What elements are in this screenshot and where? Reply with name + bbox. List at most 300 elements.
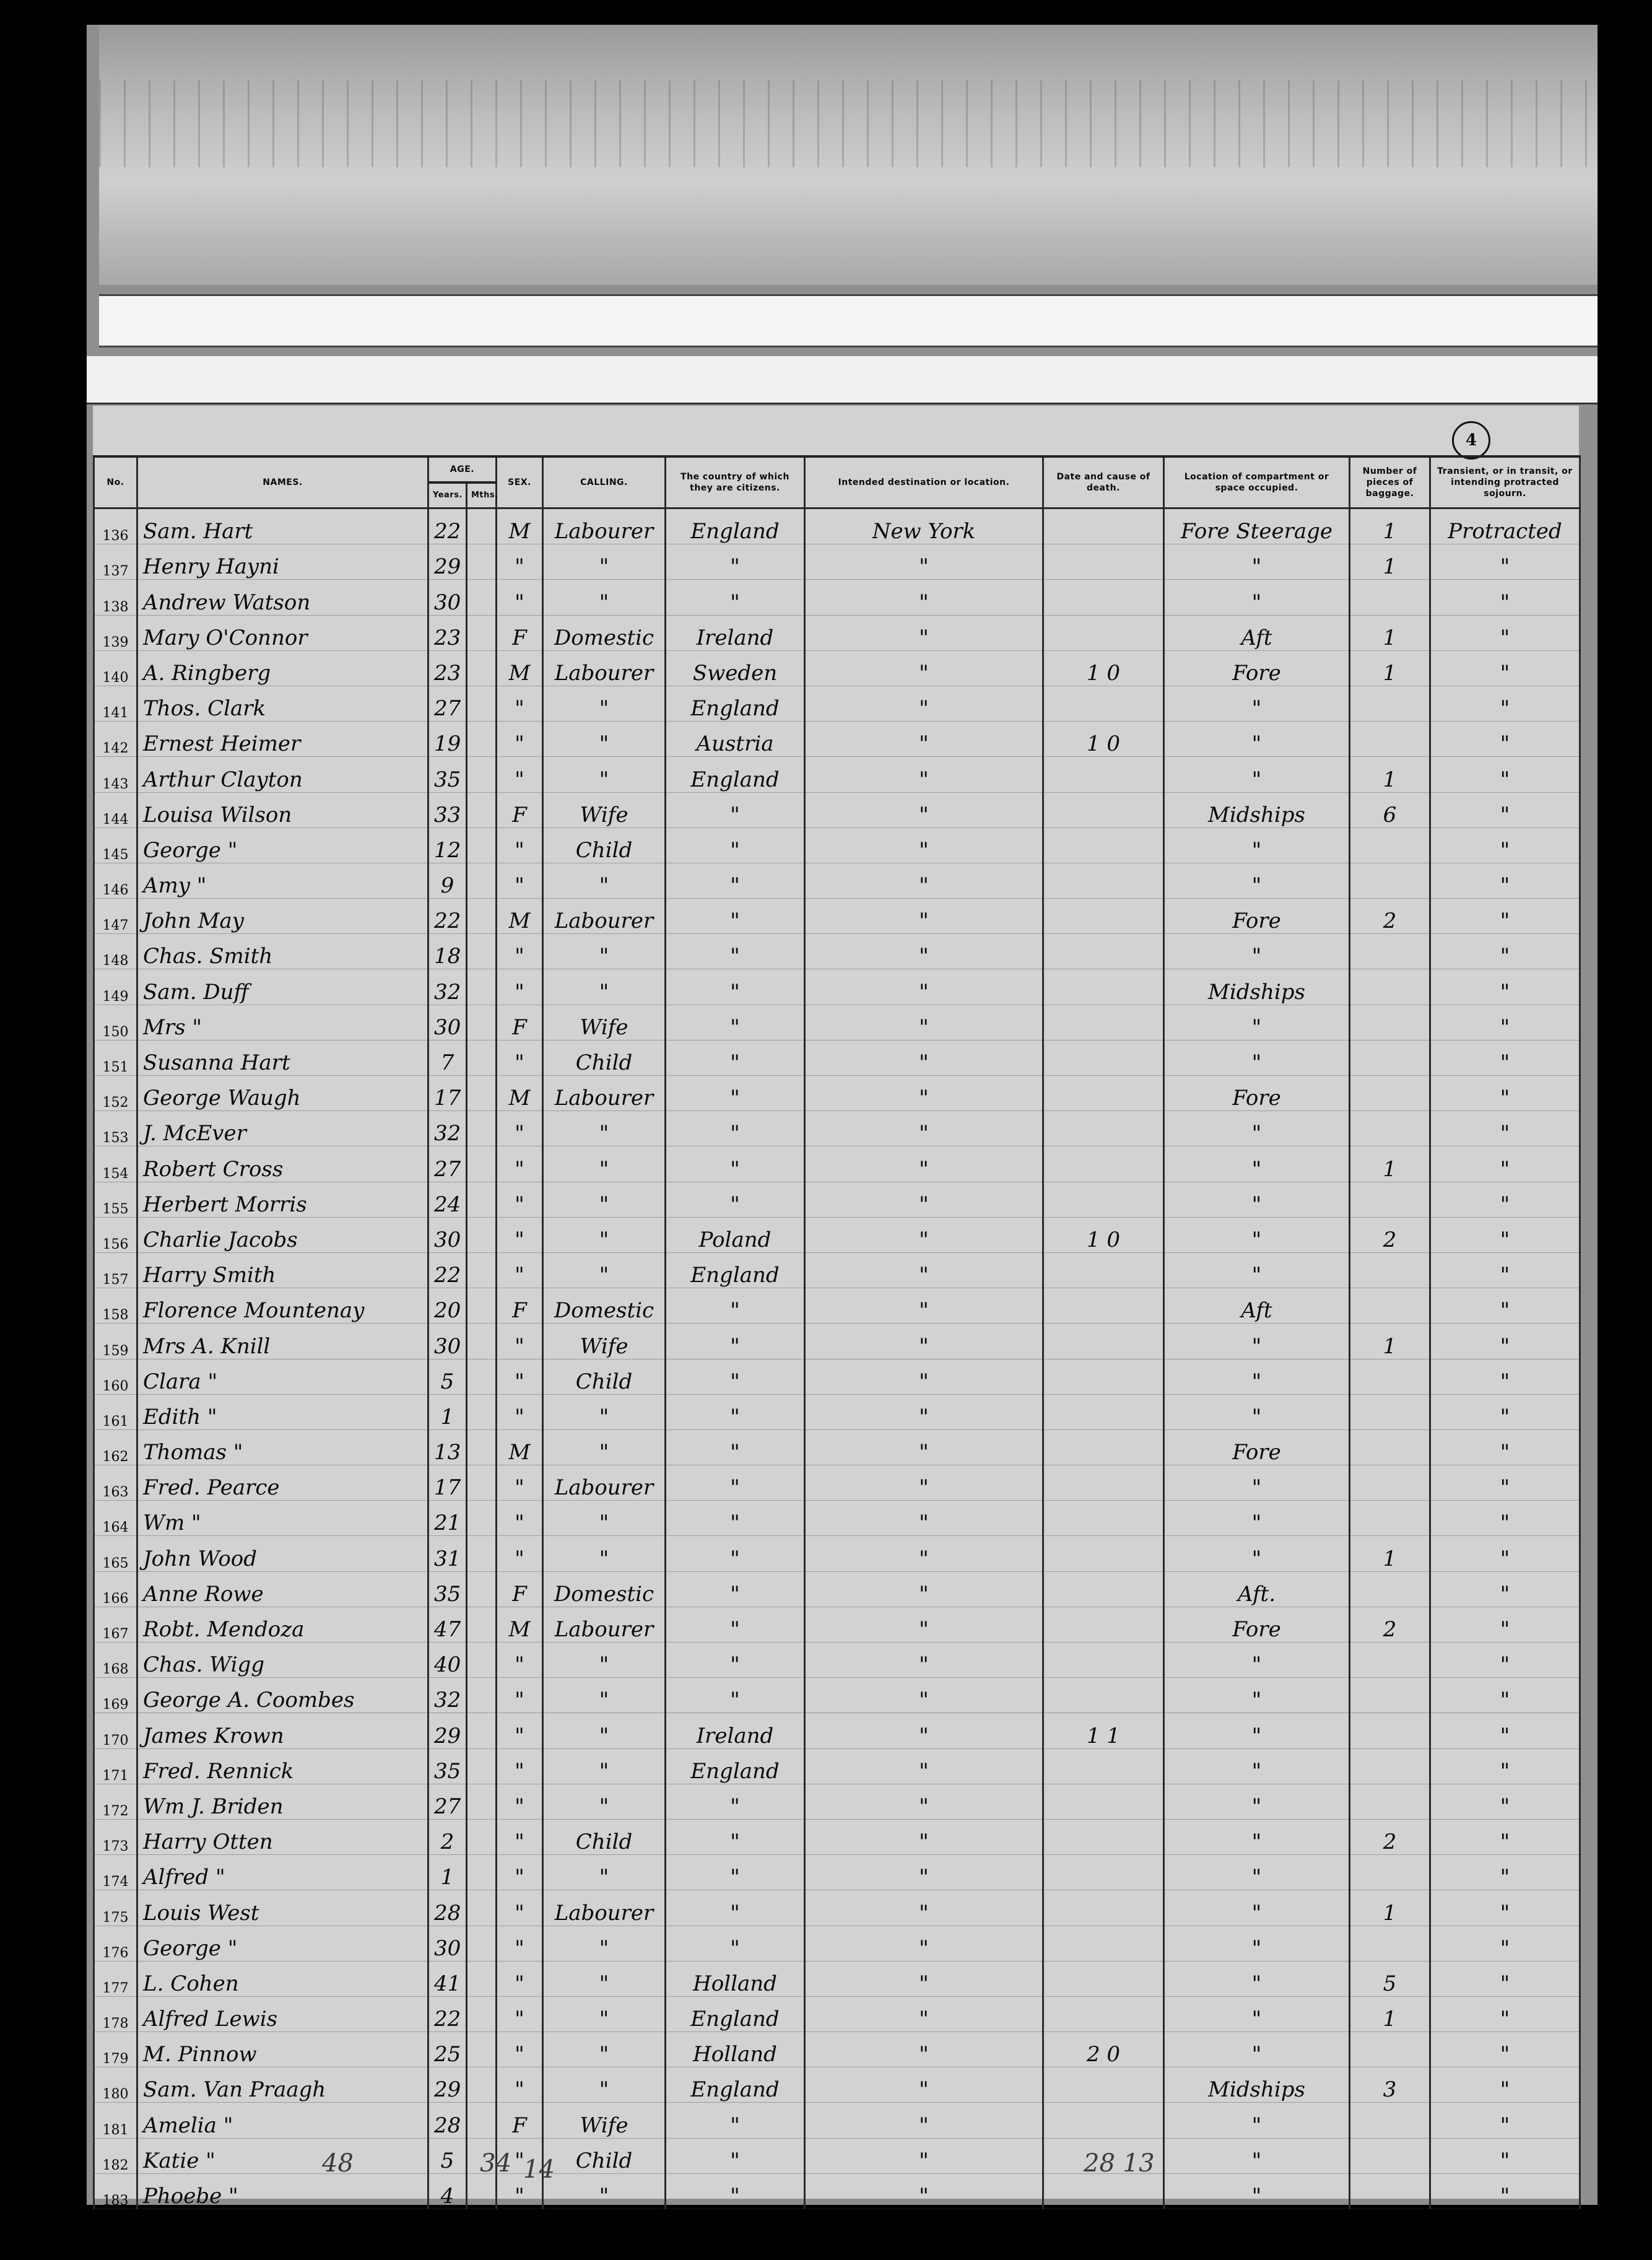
location-cell: " [1164,1643,1350,1678]
death-cell [1043,757,1164,792]
age-months-cell [467,1429,497,1465]
transit-cell: " [1430,1819,1580,1854]
passenger-name-cell: Mrs " [137,1005,428,1040]
passenger-name-cell: Florence Mountenay [137,1288,428,1324]
table-row [94,1748,1580,1784]
destination-cell: " [805,1926,1043,1961]
age-years-cell: 33 [428,792,467,827]
transit-cell: " [1430,1926,1580,1961]
country-cell: England [666,1748,805,1784]
destination-cell: " [805,1359,1043,1394]
destination-cell: " [805,2103,1043,2138]
age-years-cell: 13 [428,1429,467,1465]
baggage-cell: 1 [1350,757,1430,792]
age-months-cell [467,1536,497,1571]
calling-cell: Child [543,1040,666,1075]
destination-cell: " [805,1146,1043,1182]
calling-cell: " [543,1111,666,1146]
age-years-cell: 21 [428,1501,467,1536]
baggage-cell: 2 [1350,1607,1430,1642]
table-row [94,1784,1580,1819]
baggage-cell: 1 [1350,508,1430,544]
country-cell: " [666,969,805,1005]
age-years-cell: 27 [428,1146,467,1182]
age-years-cell: 30 [428,1926,467,1961]
table-row [94,1926,1580,1961]
row-number-cell: 180 [94,2067,137,2103]
transit-cell: " [1430,827,1580,863]
age-months-cell [467,1996,497,2031]
country-cell: Ireland [666,615,805,650]
header-location: Location of compartment or space occupied. [1164,456,1350,508]
row-number-cell: 149 [94,969,137,1005]
death-cell [1043,1252,1164,1288]
age-years-cell: 1 [428,1855,467,1890]
calling-cell: " [543,2067,666,2103]
calling-cell: " [543,757,666,792]
row-number-cell: 172 [94,1784,137,1819]
passenger-name-cell: Harry Otten [137,1819,428,1854]
calling-cell: " [543,1643,666,1678]
age-months-cell [467,1005,497,1040]
death-cell [1043,1324,1164,1359]
calling-cell: Labourer [543,650,666,686]
country-cell: " [666,1571,805,1607]
row-number-cell: 152 [94,1076,137,1111]
location-cell: Midships [1164,2067,1350,2103]
paper-strip [99,294,1598,347]
age-months-cell [467,827,497,863]
age-months-cell [467,1678,497,1713]
sex-cell: " [497,1996,543,2031]
passenger-name-cell: John May [137,899,428,934]
table-row [94,827,1580,863]
table-row [94,1429,1580,1465]
country-cell: England [666,757,805,792]
age-years-cell: 28 [428,2103,467,2138]
row-number-cell: 167 [94,1607,137,1642]
death-cell [1043,544,1164,580]
table-row [94,1607,1580,1642]
destination-cell: " [805,1076,1043,1111]
row-number-cell: 143 [94,757,137,792]
sex-cell: F [497,2103,543,2138]
age-years-cell: 19 [428,722,467,757]
passenger-name-cell: Anne Rowe [137,1571,428,1607]
transit-cell: " [1430,1005,1580,1040]
table-row [94,757,1580,792]
sex-cell: " [497,1040,543,1075]
passenger-name-cell: Alfred Lewis [137,1996,428,2031]
country-cell: " [666,1040,805,1075]
baggage-cell [1350,1571,1430,1607]
death-cell [1043,827,1164,863]
baggage-cell [1350,1252,1430,1288]
age-months-cell [467,899,497,934]
baggage-cell [1350,1926,1430,1961]
age-months-cell [467,1111,497,1146]
age-months-cell [467,792,497,827]
sex-cell: " [497,2138,543,2173]
destination-cell: " [805,686,1043,721]
row-number-cell: 141 [94,686,137,721]
country-cell: " [666,1076,805,1111]
destination-cell: " [805,2138,1043,2173]
death-cell [1043,2067,1164,2103]
transit-cell: Protracted [1430,508,1580,544]
death-cell [1043,1111,1164,1146]
row-number-cell: 161 [94,1394,137,1429]
destination-cell: " [805,1571,1043,1607]
destination-cell: " [805,722,1043,757]
destination-cell: " [805,899,1043,934]
location-cell: " [1164,1536,1350,1571]
age-years-cell: 2 [428,1819,467,1854]
age-years-cell: 35 [428,757,467,792]
sex-cell: " [497,969,543,1005]
country-cell: " [666,1501,805,1536]
death-cell [1043,969,1164,1005]
death-cell [1043,1288,1164,1324]
location-cell: " [1164,1819,1350,1854]
transit-cell: " [1430,1713,1580,1748]
calling-cell: " [543,1713,666,1748]
country-cell: " [666,1146,805,1182]
baggage-cell [1350,2103,1430,2138]
transit-cell: " [1430,580,1580,615]
transit-cell: " [1430,2138,1580,2173]
death-cell: 1 1 [1043,1713,1164,1748]
age-years-cell: 24 [428,1182,467,1217]
transit-cell: " [1430,1111,1580,1146]
country-cell: Sweden [666,650,805,686]
table-row [94,1324,1580,1359]
death-cell [1043,1040,1164,1075]
baggage-cell: 6 [1350,792,1430,827]
row-number-cell: 165 [94,1536,137,1571]
location-cell: " [1164,1217,1350,1252]
sex-cell: F [497,615,543,650]
calling-cell: " [543,1252,666,1288]
passenger-name-cell: A. Ringberg [137,650,428,686]
location-cell: " [1164,1146,1350,1182]
baggage-cell [1350,1465,1430,1501]
table-row [94,1961,1580,1996]
sex-cell: M [497,1429,543,1465]
transit-cell: " [1430,899,1580,934]
passenger-name-cell: Amelia " [137,2103,428,2138]
age-years-cell: 5 [428,1359,467,1394]
location-cell: Fore [1164,650,1350,686]
location-cell: " [1164,1926,1350,1961]
destination-cell: " [805,1040,1043,1075]
age-years-cell: 12 [428,827,467,863]
location-cell: " [1164,1961,1350,1996]
country-cell: " [666,934,805,969]
age-months-cell [467,544,497,580]
table-row [94,1394,1580,1429]
death-cell [1043,792,1164,827]
row-number-cell: 173 [94,1819,137,1854]
age-years-cell: 32 [428,969,467,1005]
passenger-name-cell: M. Pinnow [137,2032,428,2067]
transit-cell: " [1430,1996,1580,2031]
age-months-cell [467,1394,497,1429]
age-years-cell: 17 [428,1465,467,1501]
age-months-cell [467,650,497,686]
location-cell: " [1164,1040,1350,1075]
passenger-name-cell: George " [137,1926,428,1961]
destination-cell: " [805,2032,1043,2067]
baggage-cell [1350,1288,1430,1324]
destination-cell: " [805,1217,1043,1252]
death-cell [1043,615,1164,650]
table-row [94,544,1580,580]
death-cell [1043,1748,1164,1784]
death-cell [1043,2103,1164,2138]
location-cell: " [1164,1252,1350,1288]
passenger-manifest-table [93,455,1581,2209]
age-months-cell [467,1359,497,1394]
sex-cell: F [497,792,543,827]
baggage-cell [1350,1501,1430,1536]
transit-cell: " [1430,1536,1580,1571]
sex-cell: " [497,1643,543,1678]
country-cell: England [666,1252,805,1288]
death-cell [1043,1996,1164,2031]
age-months-cell [467,1252,497,1288]
passenger-name-cell: Amy " [137,863,428,898]
calling-cell: " [543,2032,666,2067]
baggage-cell [1350,1748,1430,1784]
age-years-cell: 20 [428,1288,467,1324]
destination-cell: New York [805,508,1043,544]
row-number-cell: 159 [94,1324,137,1359]
row-number-cell: 170 [94,1713,137,1748]
row-number-cell: 163 [94,1465,137,1501]
destination-cell: " [805,1819,1043,1854]
age-months-cell [467,615,497,650]
country-cell: " [666,863,805,898]
age-years-cell: 18 [428,934,467,969]
age-months-cell [467,1784,497,1819]
table-row [94,969,1580,1005]
age-months-cell [467,2067,497,2103]
destination-cell: " [805,615,1043,650]
row-number-cell: 176 [94,1926,137,1961]
location-cell: " [1164,1111,1350,1146]
destination-cell: " [805,1890,1043,1926]
location-cell: " [1164,2138,1350,2173]
calling-cell: Wife [543,1324,666,1359]
baggage-cell: 1 [1350,1324,1430,1359]
age-years-cell: 28 [428,1890,467,1926]
age-years-cell: 32 [428,1678,467,1713]
sex-cell: " [497,1748,543,1784]
row-number-cell: 162 [94,1429,137,1465]
row-number-cell: 158 [94,1288,137,1324]
row-number-cell: 171 [94,1748,137,1784]
destination-cell: " [805,2173,1043,2209]
baggage-cell [1350,1713,1430,1748]
sex-cell: " [497,757,543,792]
country-cell: Poland [666,1217,805,1252]
calling-cell: " [543,580,666,615]
table-header [94,456,1580,508]
death-cell: 1 0 [1043,722,1164,757]
passenger-name-cell: Wm " [137,1501,428,1536]
destination-cell: " [805,1288,1043,1324]
table-row [94,1288,1580,1324]
sex-cell: " [497,1111,543,1146]
age-months-cell [467,580,497,615]
table-row [94,2138,1580,2173]
row-number-cell: 150 [94,1005,137,1040]
sex-cell: M [497,1076,543,1111]
destination-cell: " [805,1429,1043,1465]
header-country: The country of which they are citizens. [666,456,805,508]
age-years-cell: 29 [428,1713,467,1748]
country-cell: " [666,1429,805,1465]
calling-cell: Wife [543,2103,666,2138]
row-number-cell: 183 [94,2173,137,2209]
death-cell [1043,899,1164,934]
destination-cell: " [805,1855,1043,1890]
transit-cell: " [1430,1501,1580,1536]
table-body [94,508,1580,2209]
death-cell [1043,863,1164,898]
age-months-cell [467,1643,497,1678]
header-baggage: Number of pieces of baggage. [1350,456,1430,508]
death-cell [1043,580,1164,615]
transit-cell: " [1430,650,1580,686]
row-number-cell: 136 [94,508,137,544]
table-row [94,1182,1580,1217]
death-cell [1043,1501,1164,1536]
baggage-cell [1350,863,1430,898]
location-cell: " [1164,2173,1350,2209]
baggage-cell [1350,1005,1430,1040]
sex-cell: " [497,544,543,580]
paper-strip-lower [87,356,1598,404]
sex-cell: " [497,1252,543,1288]
baggage-cell: 1 [1350,1890,1430,1926]
age-months-cell [467,722,497,757]
row-number-cell: 175 [94,1890,137,1926]
row-number-cell: 155 [94,1182,137,1217]
destination-cell: " [805,1536,1043,1571]
age-months-cell [467,2103,497,2138]
sex-cell: " [497,2067,543,2103]
country-cell: " [666,1819,805,1854]
country-cell: " [666,1324,805,1359]
transit-cell: " [1430,1394,1580,1429]
location-cell: " [1164,863,1350,898]
age-months-cell [467,1748,497,1784]
table-row [94,580,1580,615]
row-number-cell: 142 [94,722,137,757]
table-row [94,2032,1580,2067]
death-cell: 1 0 [1043,650,1164,686]
country-cell: " [666,1394,805,1429]
passenger-name-cell: Susanna Hart [137,1040,428,1075]
transit-cell: " [1430,2067,1580,2103]
passenger-name-cell: John Wood [137,1536,428,1571]
destination-cell: " [805,650,1043,686]
baggage-cell [1350,1040,1430,1075]
calling-cell: " [543,1855,666,1890]
destination-cell: " [805,1465,1043,1501]
passenger-name-cell: Chas. Wigg [137,1643,428,1678]
table-row [94,686,1580,721]
row-number-cell: 137 [94,544,137,580]
table-row [94,1571,1580,1607]
row-number-cell: 169 [94,1678,137,1713]
age-years-cell: 22 [428,1996,467,2031]
age-months-cell [467,2173,497,2209]
header-sex: SEX. [497,456,543,508]
table-row [94,1713,1580,1748]
transit-cell: " [1430,934,1580,969]
destination-cell: " [805,1394,1043,1429]
sex-cell: " [497,1890,543,1926]
calling-cell: Child [543,827,666,863]
age-years-cell: 30 [428,1217,467,1252]
calling-cell: Labourer [543,899,666,934]
row-number-cell: 178 [94,1996,137,2031]
row-number-cell: 168 [94,1643,137,1678]
baggage-cell [1350,1182,1430,1217]
location-cell: " [1164,1996,1350,2031]
death-cell [1043,1643,1164,1678]
country-cell: " [666,1643,805,1678]
location-cell: " [1164,934,1350,969]
baggage-cell: 1 [1350,615,1430,650]
death-cell [1043,1429,1164,1465]
transit-cell: " [1430,969,1580,1005]
passenger-name-cell: Chas. Smith [137,934,428,969]
table-row [94,1076,1580,1111]
death-cell [1043,1678,1164,1713]
baggage-cell: 3 [1350,2067,1430,2103]
age-years-cell: 30 [428,580,467,615]
passenger-name-cell: Sam. Hart [137,508,428,544]
age-months-cell [467,1890,497,1926]
death-cell [1043,2173,1164,2209]
passenger-name-cell: Louisa Wilson [137,792,428,827]
transit-cell: " [1430,544,1580,580]
baggage-cell [1350,722,1430,757]
baggage-cell: 2 [1350,1217,1430,1252]
row-number-cell: 182 [94,2138,137,2173]
transit-cell: " [1430,1465,1580,1501]
row-number-cell: 146 [94,863,137,898]
location-cell: " [1164,544,1350,580]
death-cell [1043,934,1164,969]
death-cell [1043,1076,1164,1111]
header-death: Date and cause of death. [1043,456,1164,508]
death-cell: 1 0 [1043,1217,1164,1252]
location-cell: " [1164,686,1350,721]
passenger-name-cell: Edith " [137,1394,428,1429]
calling-cell: " [543,722,666,757]
baggage-cell [1350,1429,1430,1465]
sex-cell: " [497,1536,543,1571]
death-cell: 2 0 [1043,2032,1164,2067]
total-years: 34 [480,2149,511,2178]
passenger-name-cell: Ernest Heimer [137,722,428,757]
age-months-cell [467,1501,497,1536]
